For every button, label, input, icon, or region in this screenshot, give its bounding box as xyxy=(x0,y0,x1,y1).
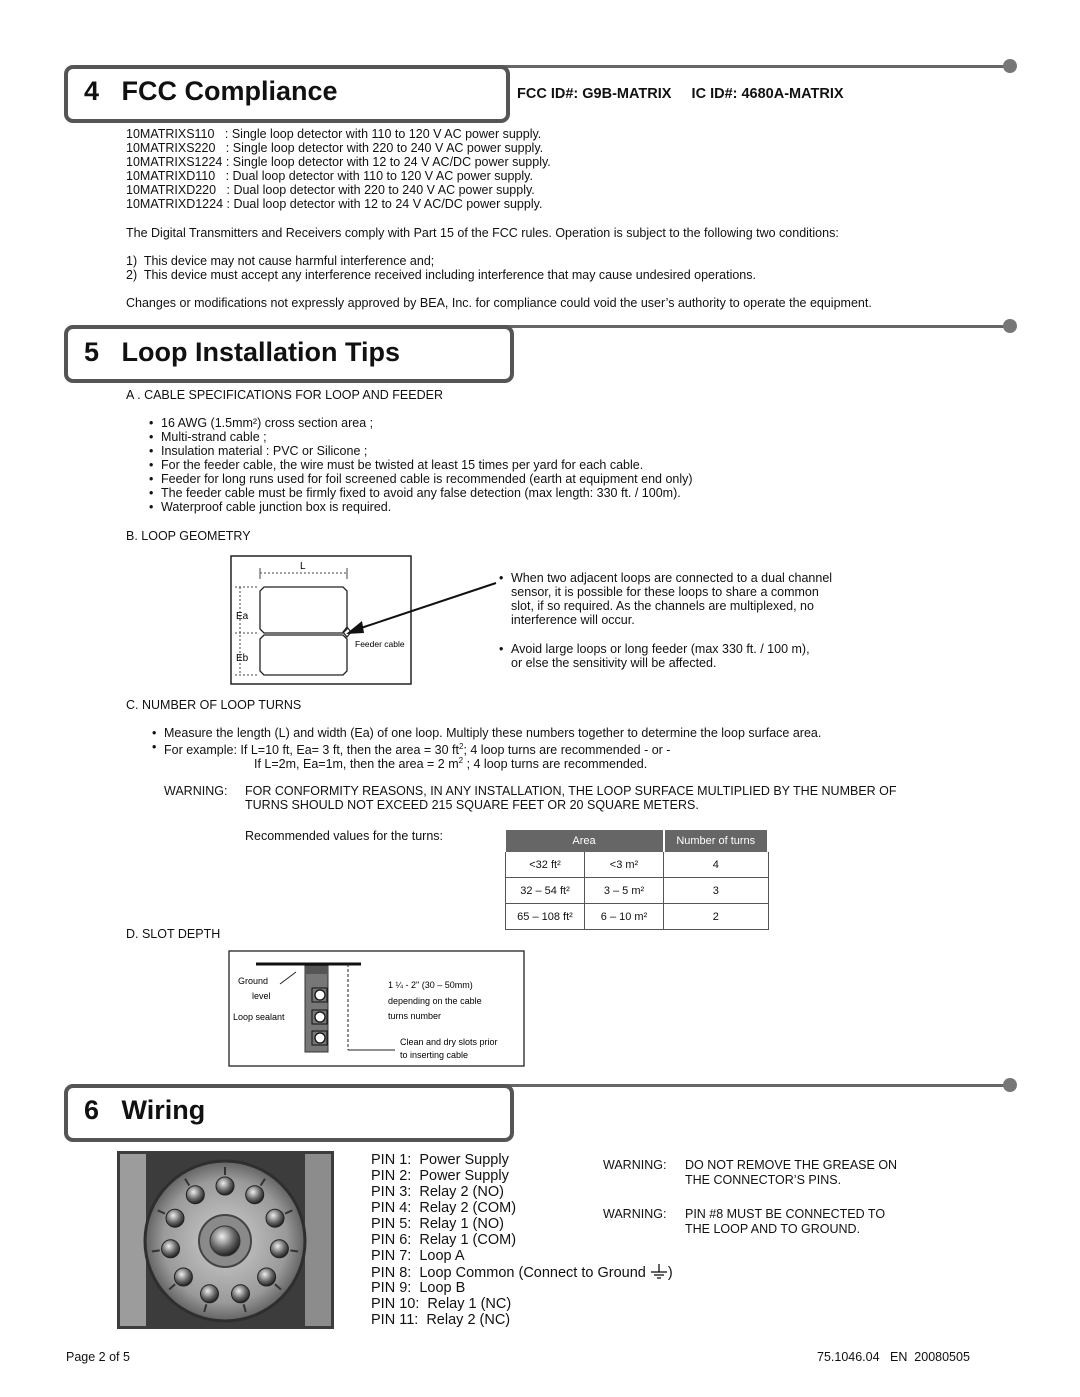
connector-pin xyxy=(270,1240,288,1258)
feeder-cable-label: Feeder cable xyxy=(355,639,405,649)
recommended-label: Recommended values for the turns: xyxy=(245,829,444,843)
clean-label-1: Clean and dry slots prior xyxy=(400,1037,498,1047)
table-row xyxy=(506,878,769,904)
connector-pin xyxy=(246,1186,264,1204)
table-header-area: Area xyxy=(506,830,664,852)
section-5-rule-dot xyxy=(1003,319,1017,333)
pin-item: PIN 11: Relay 2 (NC) xyxy=(371,1312,511,1328)
section-5-rule xyxy=(500,325,1008,328)
model-line: 10MATRIXD1224 : Dual loop detector with 12 to 24 V AC/DC power supply. xyxy=(126,197,543,211)
conformity-warning-line-1: FOR CONFORMITY REASONS, IN ANY INSTALLATION, THE LOOP SURFACE MULTIPLIED BY THE NUMBER OF xyxy=(245,784,897,798)
section-5-heading: Loop Installation Tips xyxy=(121,337,401,367)
list-item-continued: slot, if so required. As the channels are multiplexed, no xyxy=(511,599,814,613)
section-4-title xyxy=(84,76,338,107)
example-imperial-sup: 2 xyxy=(458,742,464,751)
section-6-number: 6 xyxy=(84,1095,100,1125)
length-label: L xyxy=(300,561,306,572)
model-list xyxy=(126,127,551,211)
table-cell: 2 xyxy=(664,904,769,930)
fcc-changes-note: Changes or modifications not expressly approved by BEA, Inc. for compliance could void the user’s authority to operate the equipment. xyxy=(126,296,872,310)
pin-item-ground xyxy=(371,1264,673,1281)
ground-label-2: level xyxy=(252,991,271,1001)
conformity-warning-line-2: TURNS SHOULD NOT EXCEED 215 SQUARE FEET OR 20 SQUARE METERS. xyxy=(245,798,699,812)
table-row xyxy=(506,904,769,930)
table-cell: 3 – 5 m² xyxy=(585,878,664,904)
connector-pin xyxy=(162,1240,180,1258)
connector-pin xyxy=(232,1285,250,1303)
document-number: 75.1046.04 EN 20080505 xyxy=(817,1350,970,1364)
loop-geometry-heading: B. LOOP GEOMETRY xyxy=(126,529,251,543)
list-item-continued: interference will occur. xyxy=(511,613,635,627)
loop-sealant-layer xyxy=(305,966,328,974)
list-item: • Avoid large loops or long feeder (max 330 ft. / 100 m), xyxy=(511,642,810,656)
depth-label-1: 1 ¼ - 2" (30 – 50mm) xyxy=(388,980,473,990)
grease-warning-label: WARNING: xyxy=(603,1158,667,1172)
list-item-continued: sensor, it is possible for these loops to share a common xyxy=(511,585,819,599)
depth-label-3: turns number xyxy=(388,1011,442,1021)
connector-pin xyxy=(216,1177,234,1195)
loop-turns-heading: C. NUMBER OF LOOP TURNS xyxy=(126,698,302,712)
slot-depth-diagram xyxy=(228,950,525,1067)
section-4-rule xyxy=(500,65,1008,68)
model-line: 10MATRIXS220 : Single loop detector with 220 to 240 V AC power supply. xyxy=(126,141,544,155)
pin-item: PIN 5: Relay 1 (NO) xyxy=(371,1216,504,1232)
list-item: • For the feeder cable, the wire must be twisted at least 15 times per yard for each cable. xyxy=(161,458,643,472)
eb-label: Eb xyxy=(236,653,249,664)
pin-item: PIN 4: Relay 2 (COM) xyxy=(371,1200,517,1216)
grease-warning-line-1: DO NOT REMOVE THE GREASE ON xyxy=(685,1158,898,1172)
pin-item-label: PIN 8: Loop Common (Connect to Ground xyxy=(371,1265,646,1281)
section-5-number: 5 xyxy=(84,337,100,367)
model-line: 10MATRIXD110 : Dual loop detector with 110 to 120 V AC power supply. xyxy=(126,169,533,183)
table-row xyxy=(506,852,769,878)
example-metric-end: ; 4 loop turns are recommended. xyxy=(463,757,648,772)
list-item: • Insulation material : PVC or Silicone ; xyxy=(161,444,367,458)
cable-turn xyxy=(315,1012,325,1022)
table-header-row xyxy=(506,830,769,852)
table-cell: 32 – 54 ft² xyxy=(506,878,585,904)
table-cell: 4 xyxy=(664,852,769,878)
connector-photo xyxy=(117,1151,334,1329)
fcc-condition-1: 1) This device may not cause harmful interference and; xyxy=(126,254,435,268)
table-cell: <3 m² xyxy=(585,852,664,878)
loop-turns-table xyxy=(505,830,769,930)
example-metric-sup: 2 xyxy=(458,756,464,765)
clean-label-2: to inserting cable xyxy=(400,1050,469,1060)
section-6-rule xyxy=(500,1084,1008,1087)
section-4-heading: FCC Compliance xyxy=(121,76,338,106)
page-number: Page 2 of 5 xyxy=(66,1350,130,1364)
table-cell: <32 ft² xyxy=(506,852,585,878)
list-item-continued: or else the sensitivity will be affected. xyxy=(511,656,717,670)
depth-label-2: depending on the cable xyxy=(388,996,482,1006)
conformity-warning-label: WARNING: xyxy=(164,784,228,798)
pin-item-close: ) xyxy=(667,1265,673,1281)
connector-pin xyxy=(201,1285,219,1303)
connector-pin xyxy=(166,1209,184,1227)
connector-pin xyxy=(174,1268,192,1286)
cable-spec-heading: A . CABLE SPECIFICATIONS FOR LOOP AND FEEDER xyxy=(126,388,443,402)
fcc-statement: The Digital Transmitters and Receivers comply with Part 15 of the FCC rules. Operation is subject to the following two conditions: xyxy=(126,226,839,240)
photo-frame-right xyxy=(305,1154,331,1326)
center-key xyxy=(210,1226,240,1256)
connector-pin xyxy=(258,1268,276,1286)
list-item: • 16 AWG (1.5mm²) cross section area ; xyxy=(161,416,373,430)
pin-item: PIN 3: Relay 2 (NO) xyxy=(371,1184,504,1200)
feeder-arrow xyxy=(340,580,500,640)
photo-frame-left xyxy=(120,1154,146,1326)
section-4-number: 4 xyxy=(84,76,100,106)
ground-warning-line-2: THE LOOP AND TO GROUND. xyxy=(685,1222,861,1236)
fcc-condition-2: 2) This device must accept any interference received including interference that may cause undesired operations. xyxy=(126,268,756,282)
ground-label-1: Ground xyxy=(238,976,269,986)
list-item: • When two adjacent loops are connected to a dual channel xyxy=(511,571,832,585)
section-4-rule-dot xyxy=(1003,59,1017,73)
example-imperial: For example: If L=10 ft, Ea= 3 ft, then the area = 30 ft xyxy=(164,743,459,758)
loop-sealant-label: Loop sealant xyxy=(233,1012,285,1022)
table-cell: 6 – 10 m² xyxy=(585,904,664,930)
table-cell: 3 xyxy=(664,878,769,904)
table-header-turns: Number of turns xyxy=(664,830,769,852)
section-6-title xyxy=(84,1095,205,1126)
example-metric: If L=2m, Ea=1m, then the area = 2 m xyxy=(254,757,459,772)
connector-pin-mark xyxy=(152,1250,160,1251)
section-6-heading: Wiring xyxy=(121,1095,206,1125)
pin-item: PIN 10: Relay 1 (NC) xyxy=(371,1296,512,1312)
grease-warning-line-2: THE CONNECTOR’S PINS. xyxy=(685,1173,842,1187)
ground-warning-label: WARNING: xyxy=(603,1207,667,1221)
section-6-rule-dot xyxy=(1003,1078,1017,1092)
cable-turn xyxy=(315,990,325,1000)
pin-item: PIN 2: Power Supply xyxy=(371,1168,509,1184)
pin-item: PIN 9: Loop B xyxy=(371,1280,466,1296)
slot-depth-heading: D. SLOT DEPTH xyxy=(126,927,221,941)
list-item: • Feeder for long runs used for foil screened cable is recommended (earth at equipment end only) xyxy=(161,472,693,486)
ea-label: Ea xyxy=(236,611,249,622)
list-item: • Waterproof cable junction box is required. xyxy=(161,500,391,514)
fcc-ids: FCC ID#: G9B-MATRIX IC ID#: 4680A-MATRIX xyxy=(517,86,844,102)
model-line: 10MATRIXS1224 : Single loop detector with 12 to 24 V AC/DC power supply. xyxy=(126,155,551,169)
list-item-continued xyxy=(254,754,647,771)
cable-turn xyxy=(315,1033,325,1043)
model-line: 10MATRIXS110 : Single loop detector with 110 to 120 V AC power supply. xyxy=(126,127,542,141)
connector-pin-mark xyxy=(290,1250,298,1251)
example-imperial-end: ; 4 loop turns are recommended - or - xyxy=(463,743,671,758)
section-5-title xyxy=(84,337,400,368)
ground-warning-line-1: PIN #8 MUST BE CONNECTED TO xyxy=(685,1207,886,1221)
list-item: • The feeder cable must be firmly fixed to avoid any false detection (max length: 330 ft. / 100m). xyxy=(161,486,681,500)
ground-symbol-icon xyxy=(650,1264,668,1280)
pin-item: PIN 7: Loop A xyxy=(371,1248,465,1264)
model-line: 10MATRIXD220 : Dual loop detector with 220 to 240 V AC power supply. xyxy=(126,183,535,197)
list-item: • Multi-strand cable ; xyxy=(161,430,267,444)
list-item: • Measure the length (L) and width (Ea) of one loop. Multiply these numbers together to determine the loop surface area. xyxy=(164,726,821,740)
pin-item: PIN 6: Relay 1 (COM) xyxy=(371,1232,517,1248)
pin-item: PIN 1: Power Supply xyxy=(371,1152,509,1168)
connector-pin xyxy=(186,1186,204,1204)
diagram-frame xyxy=(229,951,524,1066)
table-cell: 65 – 108 ft² xyxy=(506,904,585,930)
connector-pin xyxy=(266,1209,284,1227)
